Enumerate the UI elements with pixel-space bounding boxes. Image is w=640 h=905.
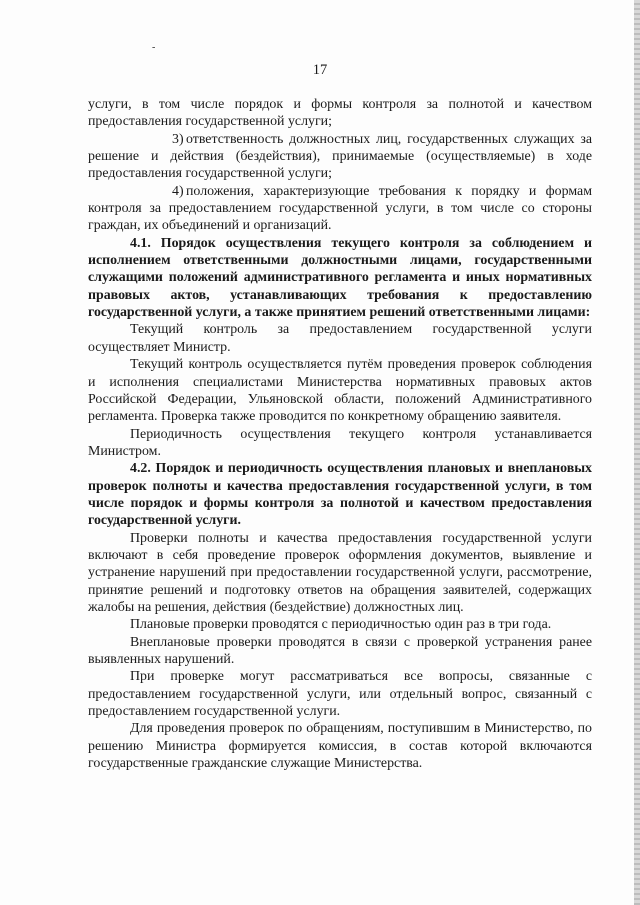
list-number: 3): [172, 131, 184, 147]
paragraph: Плановые проверки проводятся с периодичностью один раз в три года.: [130, 617, 552, 633]
paragraph: Текущий контроль осуществляется путём проведения проверок соблюдения и исполнения специалистами Министерства нормативных правовых актов Российской Федерации, Ульяновской области, положений Административного регламента. Проверка также проводится по конкретному обращению заявителя.: [88, 357, 592, 425]
paragraph: При проверке могут рассматриваться все вопросы, связанные с предоставлением государственной услуги, или отдельный вопрос, связанный с предоставлением государственной услуги.: [88, 669, 592, 720]
paragraph: Внеплановые проверки проводятся в связи с проверкой устранения ранее выявленных нарушений.: [88, 634, 592, 667]
section-heading-4-2: [88, 460, 592, 529]
scan-edge-divider: [634, 0, 640, 905]
scan-mark: -: [152, 42, 156, 53]
list-item-4: [88, 183, 592, 235]
list-item-text: положения, характеризующие требования к порядку и формам контроля за предоставлением государственной услуги, в том числе со стороны граждан, их объединений и организаций.: [88, 183, 592, 234]
list-item-3: [88, 131, 592, 183]
paragraph-continuation: услуги, в том числе порядок и формы контроля за полнотой и качеством предоставления государственной услуги;: [88, 97, 592, 130]
list-number: 4): [172, 183, 184, 199]
paragraph: Для проведения проверок по обращениям, поступившим в Министерство, по решению Министра формируется комиссия, в состав которой включаются государственные гражданские служащие Министерства.: [88, 721, 592, 772]
list-item-text: ответственность должностных лиц, государственных служащих за решение и действия (бездействия), принимаемые (осуществляемые) в ходе предоставления государственной услуги;: [88, 131, 592, 182]
paragraph: Периодичность осуществления текущего контроля устанавливается Министром.: [88, 426, 592, 459]
page-number: 17: [312, 62, 328, 78]
document-body: [88, 96, 592, 772]
section-heading-4-1: [88, 235, 592, 322]
section-heading-text: 4.2. Порядок и периодичность осуществления плановых и внеплановых проверок полноты и качества предоставления государственной услуги, в том числе порядок и формы контроля за полнотой и качеством предоставления государственной услуги.: [88, 461, 592, 529]
paragraph: Текущий контроль за предоставлением государственной услуги осуществляет Министр.: [88, 322, 592, 355]
paragraph: Проверки полноты и качества предоставления государственной услуги включают в себя проведение проверок оформления документов, выявление и устранение нарушений при предоставлении государственной услуги, рассмотрение, принятие решений и подготовку ответов на обращения заявителей, содержащих жалобы на решения, действия (бездействие) должностных лиц.: [88, 530, 592, 615]
section-heading-text: 4.1. Порядок осуществления текущего контроля за соблюдением и исполнением ответственными должностными лицами, государственными служащими положений административного регламента и иных нормативных правовых актов, устанавливающих требования к предоставлению государственной услуги, а также принятием решений ответственными лицами:: [88, 235, 592, 321]
